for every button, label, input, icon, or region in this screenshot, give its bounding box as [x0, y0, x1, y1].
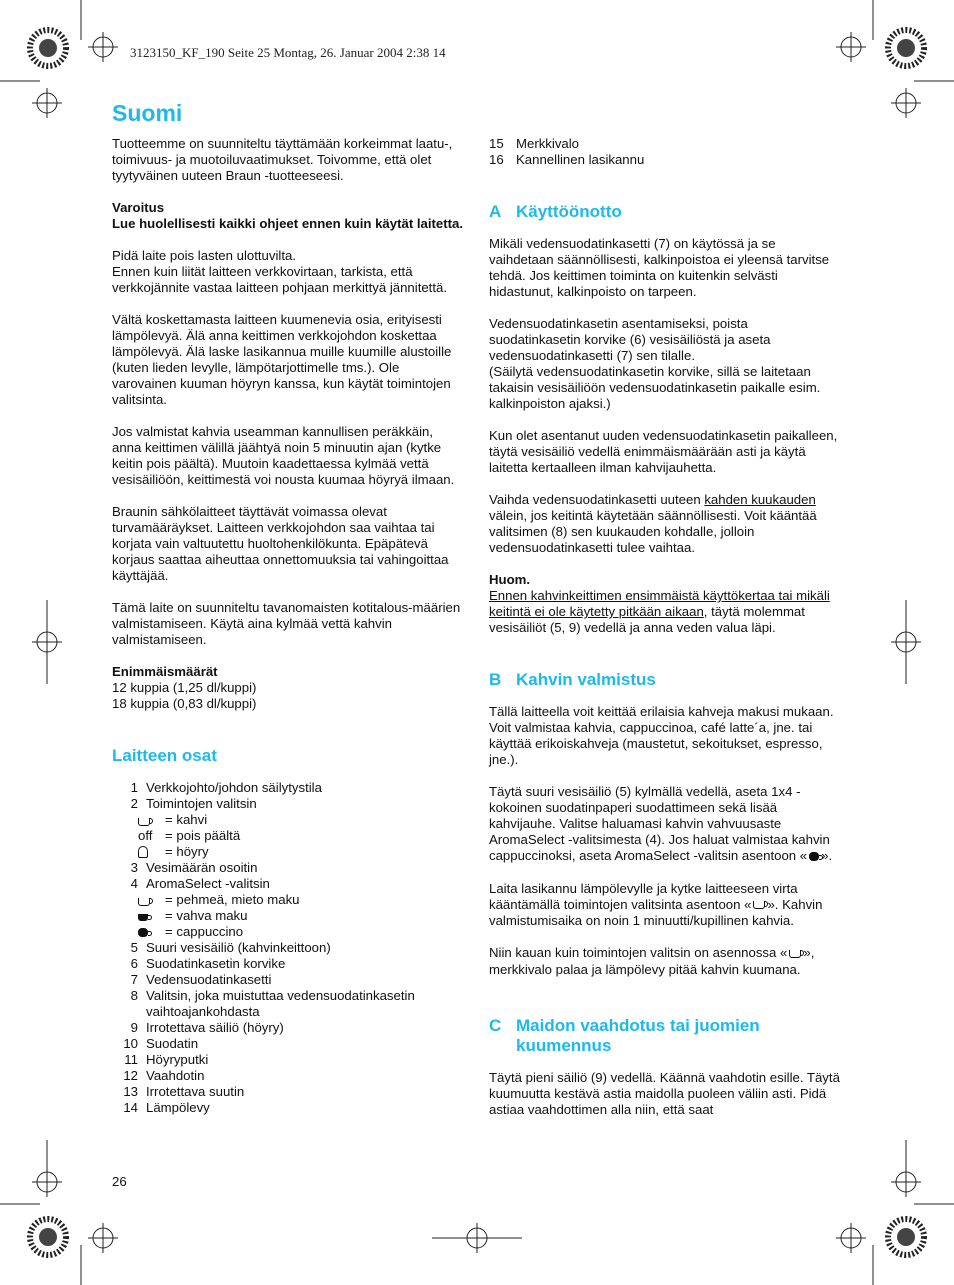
safety-paragraph-6: Tämä laite on suunniteltu tavanomaisten kotitalous-määrien valmistamiseen. Käytä aina kylmää vettä kahvin valmistamiseen.: [112, 600, 461, 647]
coffee-cup-icon: [753, 901, 765, 909]
list-item: 10 Suodatin: [123, 1036, 199, 1051]
safety-text-1: Pidä laite pois lasten ulottuvilta.: [112, 248, 297, 263]
sub-item-strong: = vahva maku: [112, 908, 464, 924]
list-item: 8 Valitsin, joka muistuttaa vedensuodatinkasetin vaihtoajankohdasta: [130, 988, 415, 1019]
section-c-paragraph-1: Täytä pieni säiliö (9) vedellä. Käännä vaahdotin esille. Täytä kuumuutta kestävä astia maidolla puoleen väliin asti. Pidä astiaa vaahdottimen alla niin, että saat: [489, 1069, 840, 1117]
list-item: 4 AromaSelect -valitsin: [130, 876, 270, 891]
safety-text-2: Ennen kuin liität laitteen verkkovirtaan, tarkista, että verkkojännite vastaa laitteen pohjaan merkittyä jännitettä.: [112, 264, 448, 295]
sub-item-cappuccino: = cappuccino: [112, 924, 464, 940]
intro-paragraph: Tuotteemme on suunniteltu täyttämään korkeimmat laatu-, toimivuus- ja muotoiluvaatimukset. Toivomme, että olet tyytyväinen uuteen Braun -tuotteeseesi.: [112, 136, 453, 183]
warning-block: [112, 200, 464, 232]
list-item: 16 Kannellinen lasikannu: [489, 152, 645, 167]
page-number: 26: [112, 1174, 127, 1189]
section-a-heading: A Käyttöönotto: [489, 202, 622, 221]
sub-item-mild: = pehmeä, mieto maku: [112, 892, 464, 908]
max-amount-2: 18 kuppia (0,83 dl/kuppi): [112, 696, 257, 711]
list-item: 5 Suuri vesisäiliö (kahvinkeittoon): [130, 940, 331, 955]
list-item: 15 Merkkivalo: [489, 136, 580, 151]
section-b-heading: B Kahvin valmistus: [489, 670, 656, 689]
left-column: [112, 136, 464, 1116]
safety-paragraph-3: Vältä koskettamasta laitteen kuumenevia osia, erityisesti lämpölevyä. Älä anna keittimen verkkojohdon koskettaa lämpölevyä. Älä laske lasikannua muille kuumille alustoille (kuten lieden levylle, lämpötarjottimelle tms.). Ole varovainen kuuman höyryn kanssa, kun käytät toimintojen valitsinta.: [112, 312, 452, 407]
coffee-cup-icon: [789, 950, 801, 958]
warning-title: Varoitus: [112, 200, 165, 215]
safety-paragraph-4: Jos valmistat kahvia useamman kannullisen peräkkäin, anna keittimen välillä jäähtyä noin 5 minuutin ajan (kytke keitin pois päältä). Muutoin kaadettaessa kylmää vettä vesisäiliöön, keittimestä voi nousta kuumaa höyryä ilmaan.: [112, 424, 455, 487]
list-item: 14 Lämpölevy: [123, 1100, 210, 1115]
right-column: [489, 136, 841, 1134]
cappuccino-icon: [138, 928, 148, 937]
parts-heading: Laitteen osat: [112, 746, 217, 765]
max-amount-1: 12 kuppia (1,25 dl/kuppi): [112, 680, 257, 695]
warning-text: Lue huolellisesti kaikki ohjeet ennen kuin käytät laitetta.: [112, 216, 464, 231]
parts-list: [112, 780, 464, 1116]
note-title: Huom.: [489, 572, 531, 587]
section-a-paragraph-1: Mikäli vedensuodatinkasetti (7) on käytössä ja se vaihdetaan säännöllisesti, kalkinpoistoa ei yleensä tarvitse tehdä. Jos keittimen toiminta on kuitenkin selvästi hidastunut, kalkinpoisto on tarpeen.: [489, 236, 830, 299]
sub-item-steam: = höyry: [112, 844, 464, 860]
section-a-paragraph-4: Vaihda vedensuodatinkasetti uuteen kahden kuukauden välein, jos keitintä käytetään säännöllisesti. Voit kääntää valitsimen (8) sen kuukauden kohdalle, jolloin vedensuodatinkasetti tulee vaihtaa.: [489, 492, 817, 555]
list-item: 7 Vedensuodatinkasetti: [130, 972, 272, 987]
list-item: 1 Verkkojohto/johdon säilytystila: [130, 780, 322, 795]
mild-cup-icon: [138, 898, 150, 906]
list-item: 9 Irrotettava säiliö (höyry): [130, 1020, 284, 1035]
section-b-paragraph-1: Tällä laitteella voit keittää erilaisia kahveja makusi mukaan. Voit valmistaa kahvia, cappuccinoa, café latte´a, jne. tai käyttää erikoiskahveja (maustetut, sekoitukset, espresso, jne.).: [489, 704, 834, 767]
safety-paragraph-5: Braunin sähkölaitteet täyttävät voimassa olevat turvamääräykset. Laitteen verkkojohdon saa vaihtaa tai korjata vain valtuutettu huoltohenkilökunta. Epäpätevä korjaus saattaa aiheuttaa onnettomuuksia tai vahingoittaa käyttäjää.: [112, 504, 449, 583]
strong-cup-icon: [138, 914, 148, 921]
print-header: 3123150_KF_190 Seite 25 Montag, 26. Januar 2004 2:38 14: [130, 45, 446, 60]
coffee-cup-icon: [138, 818, 150, 826]
list-item: 11 Höyryputki: [124, 1052, 209, 1067]
parts-list-continued: [489, 136, 841, 168]
safety-paragraph-1: [112, 248, 464, 296]
sub-item-off: off = pois päältä: [138, 828, 241, 843]
section-b-paragraph-4: Niin kauan kuin toimintojen valitsin on asennossa « », merkkivalo palaa ja lämpölevy pitää kahvin kuumana.: [489, 945, 815, 977]
sub-item-coffee: = kahvi: [112, 812, 464, 828]
steam-icon: [138, 846, 148, 858]
list-item: 3 Vesimäärän osoitin: [130, 860, 258, 875]
cappuccino-icon: [809, 852, 819, 861]
page-title: Suomi: [112, 100, 183, 126]
list-item: 13 Irrotettava suutin: [123, 1084, 245, 1099]
list-item: 6 Suodatinkasetin korvike: [130, 956, 286, 971]
section-c-heading: C Maidon vaahdotus tai juomien kuumennus: [489, 1015, 760, 1055]
section-b-paragraph-2: Täytä suuri vesisäiliö (5) kylmällä vedellä, aseta 1x4 -kokoinen suodatinpaperi suodattimeen sekä lisää kahvijauhe. Valitse haluamasi kahvin vahvuusaste AromaSelect -valitsimesta (4). Jos haluat valmistaa kahvin cappuccinoksi, aseta AromaSelect -valitsin asentoon « ».: [489, 784, 833, 863]
list-item: 2 Toimintojen valitsin: [130, 796, 257, 811]
note-block: Huom. Ennen kahvinkeittimen ensimmäistä käyttökertaa tai mikäli keitintä ei ole käytetty pitkään aikaan, täytä molemmat vesisäiliöt (5, 9) vedellä ja anna veden valua läpi.: [489, 572, 830, 635]
section-a-paragraph-3: Kun olet asentanut uuden vedensuodatinkasetin paikalleen, täytä vesisäiliö vedellä enimmäismäärään asti ja käytä laitetta kertaalleen ilman kahvijauhetta.: [489, 428, 838, 475]
list-item: 12 Vaahdotin: [123, 1068, 205, 1083]
max-amounts-title: Enimmäismäärät: [112, 664, 218, 679]
section-a-paragraph-2: Vedensuodatinkasetin asentamiseksi, poista suodatinkasetin korvike (6) vesisäiliöstä ja aseta vedensuodatinkasetti (7) sen tilalle. (Säilytä vedensuodatinkasetin korvike, sillä se laitetaan takaisin vesisäiliöön vedensuodatinkasetin paikalle esim. kalkinpoiston ajaksi.): [489, 316, 821, 411]
section-b-paragraph-3: Laita lasikannu lämpölevylle ja kytke laitteeseen virta kääntämällä toimintojen valitsinta asentoon « ». Kahvin valmistumisaika on noin 1 minuutti/kupillinen kahvia.: [489, 880, 823, 929]
max-amounts-block: [112, 664, 464, 712]
